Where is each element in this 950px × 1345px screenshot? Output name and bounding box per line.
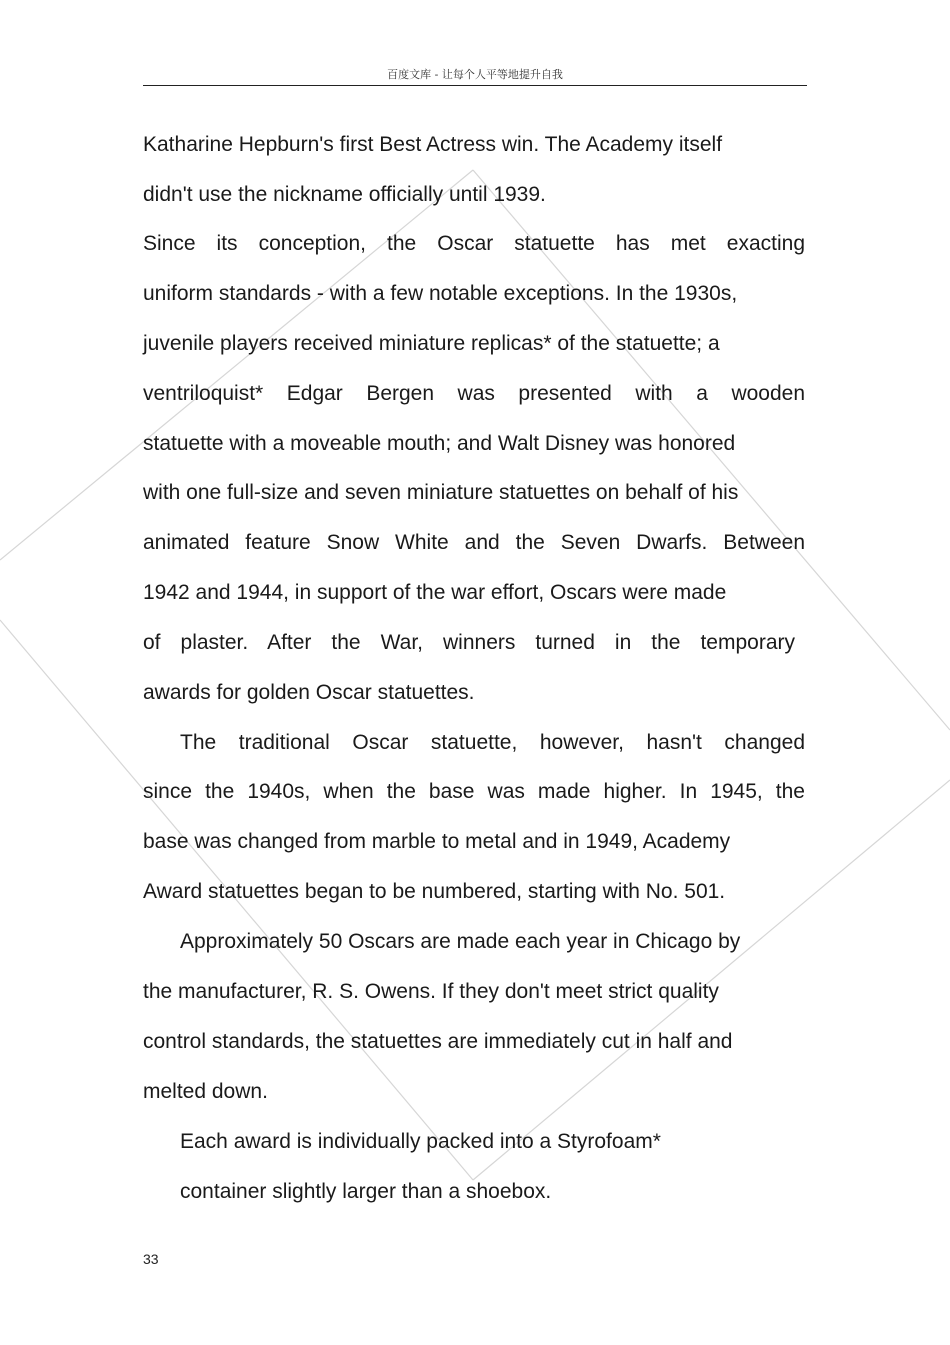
body-line-14: since the 1940s, when the base was made higher. In 1945, the bbox=[143, 780, 805, 803]
header-divider bbox=[143, 85, 807, 86]
page-number: 33 bbox=[143, 1251, 159, 1267]
body-line-18: the manufacturer, R. S. Owens. If they don't meet strict quality bbox=[143, 980, 719, 1003]
body-line-22: container slightly larger than a shoebox. bbox=[180, 1180, 552, 1203]
body-line-21: Each award is individually packed into a Styrofoam* bbox=[180, 1130, 661, 1153]
body-line-13: The traditional Oscar statuette, however, hasn't changed bbox=[180, 731, 805, 754]
body-line-11: of plaster. After the War, winners turned in the temporary bbox=[143, 631, 795, 654]
body-line-5: juvenile players received miniature replicas* of the statuette; a bbox=[143, 332, 720, 355]
body-line-12: awards for golden Oscar statuettes. bbox=[143, 681, 475, 704]
body-line-4: uniform standards - with a few notable exceptions. In the 1930s, bbox=[143, 282, 738, 305]
body-line-8: with one full-size and seven miniature statuettes on behalf of his bbox=[143, 481, 739, 504]
body-line-16: Award statuettes began to be numbered, starting with No. 501. bbox=[143, 880, 726, 903]
body-line-15: base was changed from marble to metal and in 1949, Academy bbox=[143, 830, 731, 853]
body-line-20: melted down. bbox=[143, 1080, 268, 1103]
body-line-6: ventriloquist* Edgar Bergen was presented with a wooden bbox=[143, 382, 805, 405]
body-line-9: animated feature Snow White and the Seven Dwarfs. Between bbox=[143, 531, 805, 554]
body-line-2: didn't use the nickname officially until 1939. bbox=[143, 183, 546, 206]
page-header: 百度文库 - 让每个人平等地提升自我 bbox=[387, 68, 563, 81]
body-line-17: Approximately 50 Oscars are made each year in Chicago by bbox=[180, 930, 741, 953]
body-line-10: 1942 and 1944, in support of the war effort, Oscars were made bbox=[143, 581, 727, 604]
body-line-1: Katharine Hepburn's first Best Actress win. The Academy itself bbox=[143, 133, 723, 156]
body-line-19: control standards, the statuettes are immediately cut in half and bbox=[143, 1030, 733, 1053]
body-line-7: statuette with a moveable mouth; and Walt Disney was honored bbox=[143, 432, 736, 455]
body-line-3: Since its conception, the Oscar statuette has met exacting bbox=[143, 232, 805, 255]
